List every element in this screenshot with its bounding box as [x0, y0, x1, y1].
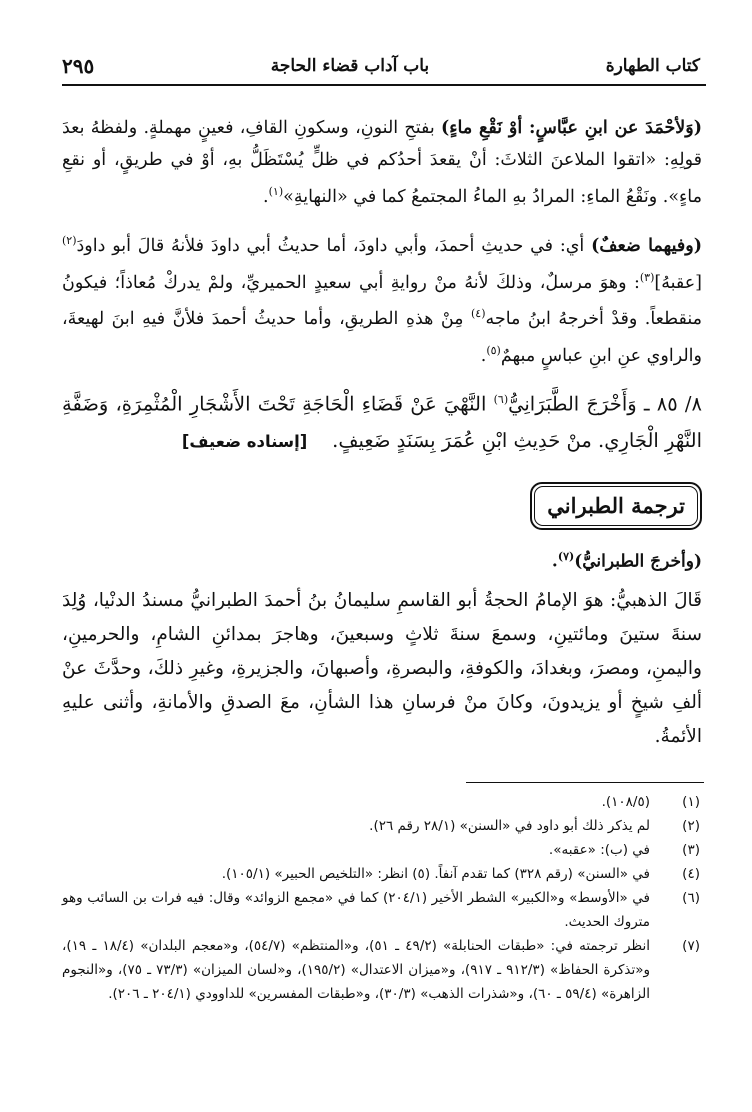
subheading: [62, 542, 702, 577]
biography-paragraph: قَالَ الذهبيُّ: هوَ الإمامُ الحجةُ أبو القاسمِ سليمانُ بنُ أحمدَ الطبرانيُّ مسندُ الدنْيا، وُلِدَ سنةَ ستينَ ومائتينِ، وسمعَ سنةَ ثلاثٍ وسبعينَ، وهاجرَ بمدائنِ الشامِ، والحرمينِ، واليمنِ، ومصرَ، وبغدادَ، والكوفةِ، والبصرةِ، وأصبهانَ، والجزيرةِ، وغيرِ ذلكَ، وحدَّثَ عنْ ألفِ شيخٍ أو يزيدونَ، وكانَ منْ فرسانِ هذا الشأنِ، معَ الصدقِ والأمانةِ، وأثنى عليهِ الأئمةُ.: [62, 590, 702, 748]
hadith-text: النَّهْيَ عَنْ قَضَاءِ الْحَاجَةِ تَحْتَ الأَشْجَارِ الْمُثْمِرَةِ، وَضَفَّةِ النَّهْرِ الْجَارِي. منْ حَدِيثِ ابْنِ عُمَرَ بِسَنَدٍ ضَعِيفٍ.: [62, 392, 702, 452]
footnote-number: (٧): [682, 938, 700, 954]
footnote-text: لم يذكر ذلك أبو داود في «السنن» (٢٨/١ رقم ٢٦).: [369, 818, 650, 834]
subheading-text: (وأخرجَ الطبرانيُّ): [574, 551, 702, 572]
period: .: [551, 551, 558, 572]
commentary-text: : وهوَ مرسلٌ، وذلكَ لأنهُ منْ روايةِ أبي سعيدٍ الحميريِّ، ولمْ يدركْ مُعاذاً؛ فيكونُ منقطعاً. وقدْ أخرجهُ ابنُ ماجه: [62, 272, 702, 330]
period: .: [263, 186, 269, 207]
book-title: كتاب الطهارة: [605, 56, 700, 76]
section-title: ترجمة الطبراني: [534, 486, 698, 526]
footnote-number: (٦): [682, 890, 700, 906]
commentary-text: [عقبهُ]: [654, 272, 702, 293]
commentary-text: أي: في حديثِ أحمدَ، وأبي داودَ، أما حديثُ أبي داودَ فلأنهُ قالَ أبو داودَ: [76, 235, 592, 256]
footnote-number: (١): [682, 794, 700, 810]
footnote: [62, 838, 700, 862]
footnote-text: انظر ترجمته في: «طبقات الحنابلة» (٤٩/٢ ـ ٥١)، و«المنتظم» (٥٤/٧)، و«معجم البلدان» (١٨/٤ ـ ١٩)، و«تذكرة الحفاظ» (٩١٢/٣ ـ ٩١٧)، و«ميزان الاعتدال» (١٩٥/٢)، و«لسان الميزان» (٧٣/٣ ـ ٧٥)، و«النجوم الزاهرة» (٥٩/٤ ـ ٦٠)، و«شذرات الذهب» (٣٠/٣)، و«طبقات المفسرين» للداوودي (٢٠٤/١ ـ ٢٠٦).: [62, 938, 650, 1002]
page-number: ٢٩٥: [62, 54, 95, 78]
commentary-paragraph-2: [62, 225, 702, 372]
matn-quote: (وفيهما ضعفٌ): [591, 235, 702, 256]
footnote-separator: [466, 782, 704, 783]
footnote: [62, 862, 700, 886]
footnote-ref-1[interactable]: (١): [268, 185, 284, 198]
commentary-text: بفتحِ النونِ، وسكونِ القافِ، فعينٍ مهملةٍ. ولفظهُ بعدَ قولِهِ: «اتقوا الملاعنَ الثلاثَ: أنْ يقعدَ أحدُكم في ظلٍّ يُسْتَظَلُّ بهِ، أوْ في طريقٍ، أو نقعِ ماءٍ». ونَقْعُ الماءِ: المرادُ بهِ الماءُ المجتمعُ كما في «النهايةِ»: [62, 118, 702, 207]
footnote-ref-6[interactable]: (٦): [493, 393, 509, 407]
footnotes: [62, 790, 700, 1006]
footnote-ref-7[interactable]: (٧): [557, 549, 575, 563]
footnote-ref-3[interactable]: (٣): [639, 270, 655, 284]
matn-quote: (وَلأحْمَدَ عن ابنِ عبَّاسٍ: أوْ نَقْعِ ماءٍ): [441, 118, 702, 138]
section-heading: [62, 482, 702, 530]
footnote: [62, 886, 700, 934]
hadith-paragraph: [62, 382, 702, 460]
commentary-text: مِنْ هذهِ الطريقِ، وأما حديثُ أحمدَ فلأنَّ فيهِ ابنَ لهيعةَ، والراوي عنِ ابنِ عباسٍ مبهمٌ: [62, 309, 702, 367]
footnote-number: (٢): [682, 818, 700, 834]
section-title-box: [530, 482, 702, 530]
hadith-text: وَأَخْرَجَ الطَّبَرَانِيُّ: [508, 392, 644, 416]
hadith-grade: [إسناده ضعيف]: [181, 431, 308, 451]
footnote-text: في «الأوسط» و«الكبير» الشطر الأخير (٢٠٤/١) كما في «مجمع الزوائد» وقال: فيه فرات بن السائب وهو متروك الحديث.: [62, 890, 650, 930]
commentary-paragraph-1: [62, 112, 702, 213]
footnote-number: (٤): [682, 866, 700, 882]
footnote: [62, 934, 700, 1006]
chapter-title: باب آداب قضاء الحاجة: [270, 56, 430, 76]
footnote-ref-2[interactable]: (٢): [62, 233, 77, 247]
page-header: [62, 48, 706, 86]
footnote-text: (١٠٨/٥).: [601, 794, 650, 810]
period: .: [480, 346, 487, 367]
hadith-number: ٨/ ٨٥ ـ: [643, 392, 702, 416]
footnote: [62, 814, 700, 838]
footnote-text: في (ب): «عقبه».: [548, 842, 650, 858]
main-text: [62, 112, 702, 754]
footnote-number: (٣): [682, 842, 700, 858]
footnote-text: في «السنن» (رقم ٣٢٨) كما تقدم آنفاً. (٥) انظر: «التلخيص الحبير» (١٠٥/١).: [221, 866, 650, 882]
footnote-ref-4[interactable]: (٤): [471, 307, 486, 321]
footnote-ref-5[interactable]: (٥): [486, 344, 501, 358]
footnote: [62, 790, 700, 814]
